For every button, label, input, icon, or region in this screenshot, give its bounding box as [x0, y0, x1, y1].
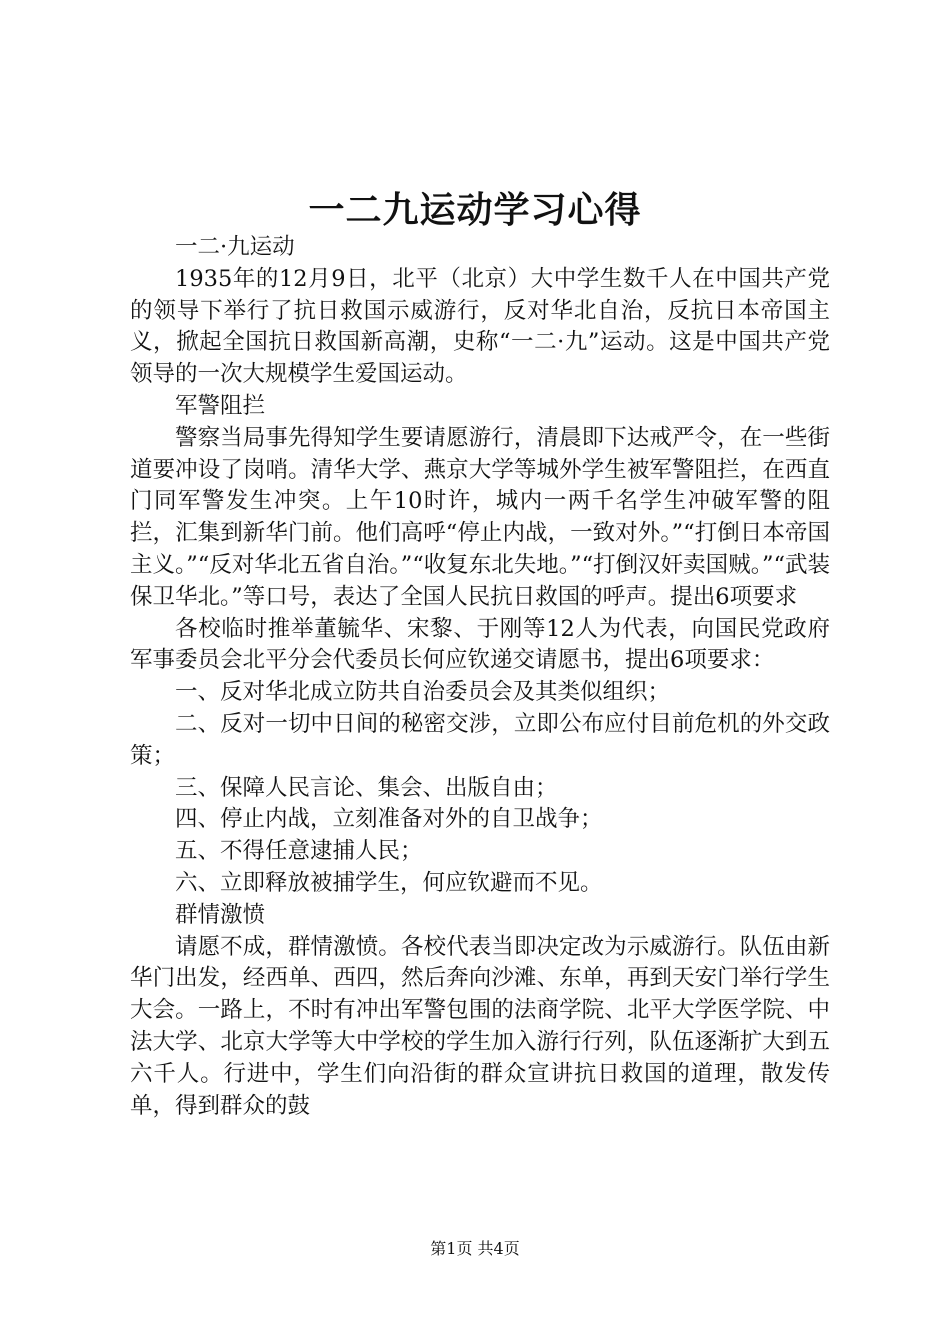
demand-item-6: 六、立即释放被捕学生，何应钦避而不见。	[175, 869, 603, 896]
demand-item-4: 四、停止内战，立刻准备对外的自卫战争；	[175, 806, 603, 833]
demand-item-1: 一、反对华北成立防共自治委员会及其类似组织；	[175, 679, 671, 706]
section-heading-129: 一二·九运动	[175, 234, 295, 260]
paragraph-intro: 1935年的12月9日，北平（北京）大中学生数千人在中国共产党的领导下举行了抗日救国示威游行，反对华北自治，反抗日本帝国主义，掀起全国抗日救国新高潮，史称“一二·九”运动。这是中国共产党领导的一次大规模学生爱国运动。	[130, 265, 830, 388]
page-title: 一二九运动学习心得	[308, 189, 642, 231]
demand-item-5: 五、不得任意逮捕人民；	[175, 838, 423, 865]
section-heading-police: 军警阻拦	[175, 392, 266, 419]
paragraph-petition: 各校临时推举董毓华、宋黎、于刚等12人为代表，向国民党政府军事委员会北平分会代委员长何应钦递交请愿书，提出6项要求：	[130, 615, 830, 674]
demand-item-2: 二、反对一切中日间的秘密交涉，立即公布应付目前危机的外交政策；	[130, 710, 830, 769]
document-body	[130, 232, 830, 1122]
paragraph-police: 警察当局事先得知学生要请愿游行，清晨即下达戒严令，在一些街道要冲设了岗哨。清华大学、燕京大学等城外学生被军警阻拦，在西直门同军警发生冲突。上午10时许，城内一两千名学生冲破军警的阻拦，汇集到新华门前。他们高呼“停止内战，一致对外。”“打倒日本帝国主义。”“反对华北五省自治。”“收复东北失地。”“打倒汉奸卖国贼。”“武装保卫华北。”等口号，表达了全国人民抗日救国的呼声。提出6项要求	[130, 424, 830, 610]
page-footer: 第1页 共4页	[430, 1239, 520, 1258]
paragraph-demonstration: 请愿不成，群情激愤。各校代表当即决定改为示威游行。队伍由新华门出发，经西单、西四，然后奔向沙滩、东单，再到天安门举行学生大会。一路上，不时有冲出军警包围的法商学院、北平大学医学院、中法大学、北京大学等大中学校的学生加入游行行列，队伍逐渐扩大到五六千人。行进中，学生们向沿街的群众宣讲抗日救国的道理，散发传单，得到群众的鼓	[130, 933, 830, 1119]
section-heading-anger: 群情激愤	[175, 901, 266, 928]
demand-item-3: 三、保障人民言论、集会、出版自由；	[175, 774, 558, 801]
